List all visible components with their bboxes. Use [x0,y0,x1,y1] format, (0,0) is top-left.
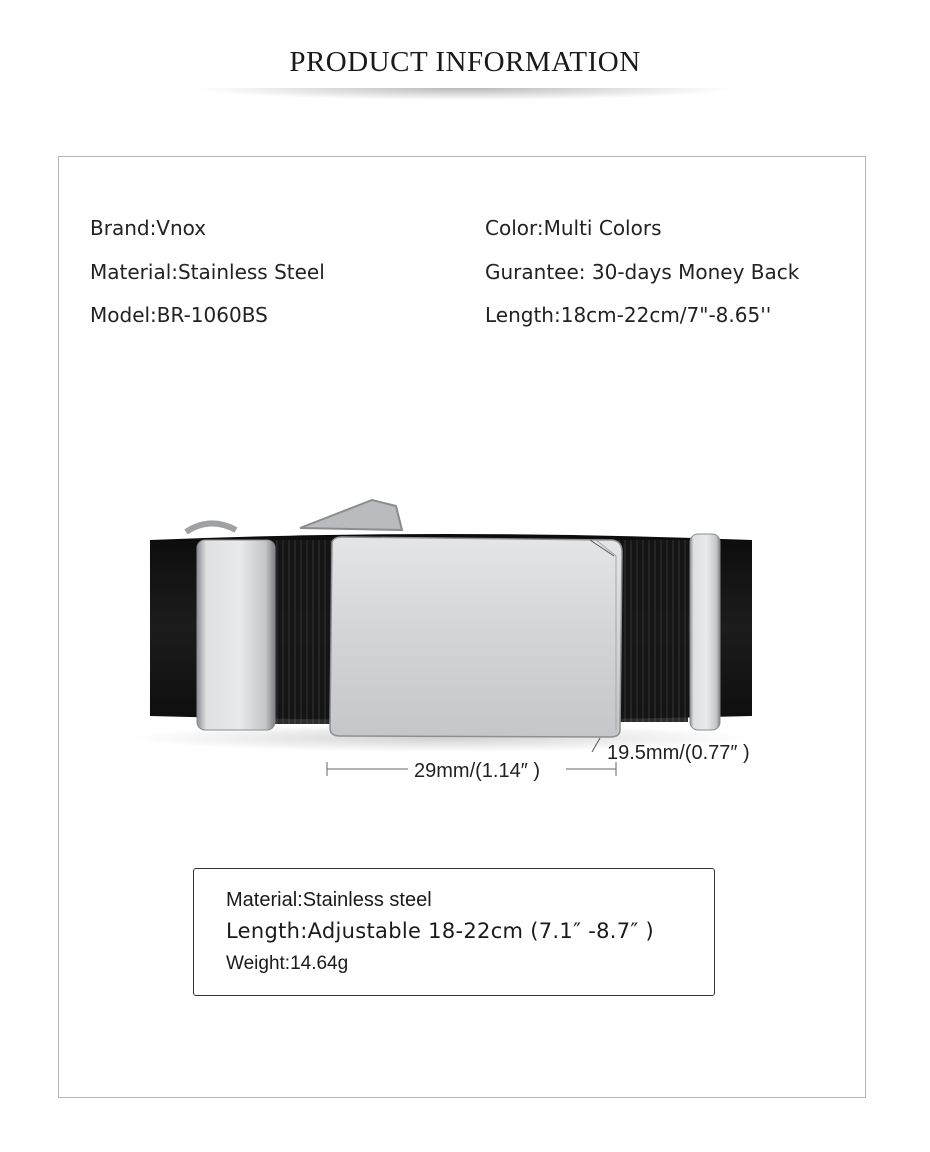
info-length: Length:Adjustable 18-22cm (7.1″ -8.7″ ) [226,919,654,943]
width-dimension-label: 29mm/(1.14″ ) [414,760,541,782]
id-plate [330,537,622,737]
buckle-top [300,500,402,530]
left-keeper [197,540,275,730]
page-title: PRODUCT INFORMATION [289,46,641,78]
right-keeper [690,534,720,730]
spec-material: Material:Stainless Steel [90,260,325,284]
info-material: Material:Stainless steel [226,889,432,911]
spec-length: Length:18cm-22cm/7"-8.65'' [485,303,772,327]
spec-brand: Brand:Vnox [90,216,207,240]
info-box [193,868,715,996]
spec-color: Color:Multi Colors [485,216,662,240]
info-weight: Weight:14.64g [226,953,349,974]
spec-guarantee: Gurantee: 30-days Money Back [485,260,800,284]
spec-model: Model:BR-1060BS [90,303,268,327]
height-dimension-label: 19.5mm/(0.77″ ) [607,742,750,764]
